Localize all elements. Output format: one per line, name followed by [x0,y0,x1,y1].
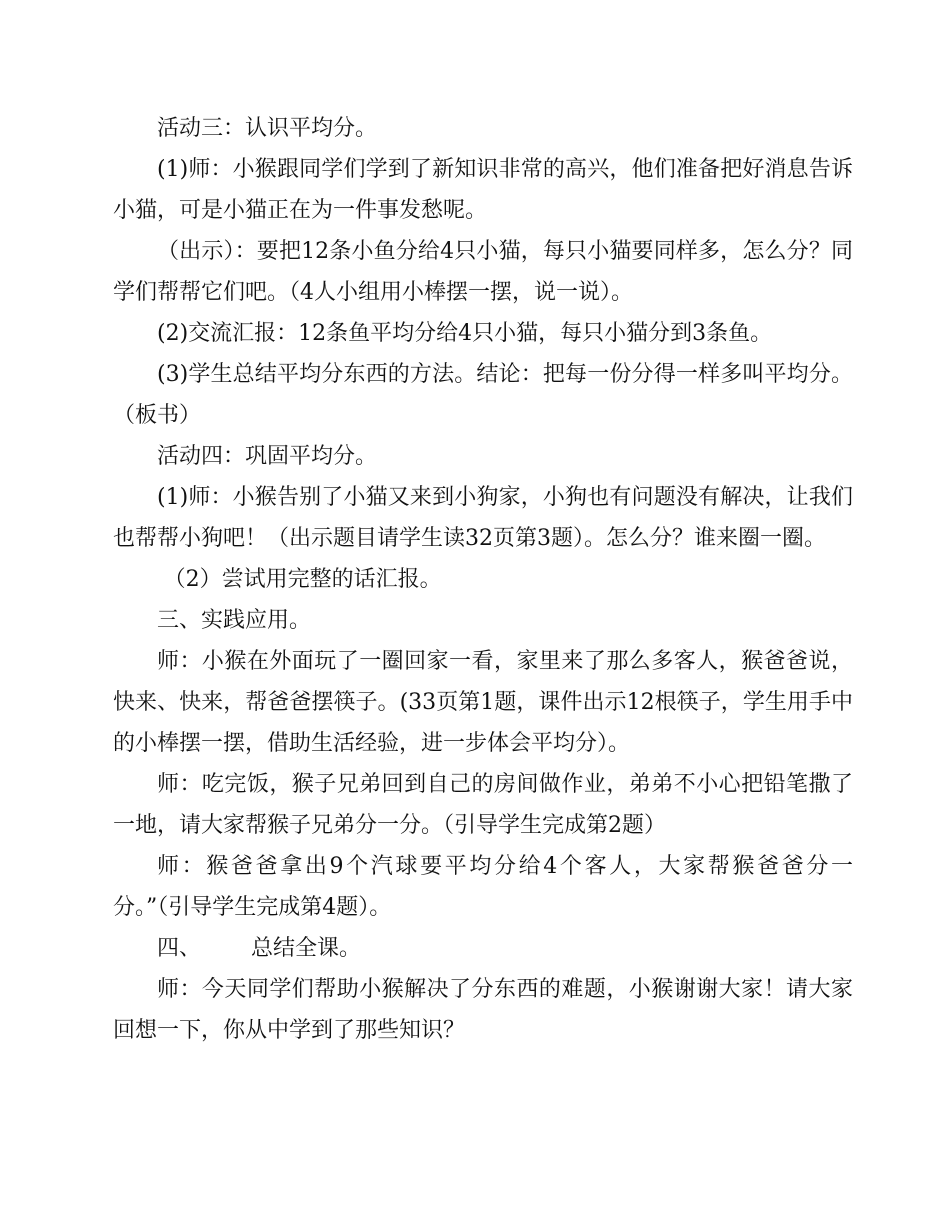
activity-four-heading: 活动四：巩固平均分。 [157,444,378,469]
section-four-title: 总结全课。 [251,936,362,961]
paragraph-chopsticks: 师：小猴在外面玩了一圈回家一看，家里来了那么多客人，猴爸爸说，快来、快来，帮爸爸摆筷子。(33页第1题，课件出示12根筷子，学生用手中的小棒摆一摆，借助生活经验，进一步体会平均分）。 [113,649,853,756]
lesson-plan-text [113,108,853,1051]
paragraph-teacher-intro: (1)师：小猴跟同学们学到了新知识非常的高兴，他们准备把好消息告诉小猫，可是小猫正在为一件事发愁呢。 [113,157,853,223]
section-four-heading [113,928,853,969]
section-three-heading: 三、实践应用。 [157,608,312,633]
section-four-number: 四、 [157,936,202,961]
paragraph-show-problem: （出示）：要把12条小鱼分给4只小猫，每只小猫要同样多，怎么分？同学们帮帮它们吧。（4人小组用小棒摆一摆，说一说）。 [113,239,853,305]
paragraph-pencils: 师：吃完饭，猴子兄弟回到自己的房间做作业，弟弟不小心把铅笔撒了一地，请大家帮猴子兄弟分一分。（引导学生完成第2题） [113,772,853,838]
paragraph-conclusion: (3)学生总结平均分东西的方法。结论：把每一份分得一样多叫平均分。（板书） [113,362,853,428]
paragraph-summary: 师：今天同学们帮助小猴解决了分东西的难题，小猴谢谢大家！请大家回想一下，你从中学到了那些知识？ [113,977,853,1043]
activity-three-heading: 活动三：认识平均分。 [157,116,378,141]
paragraph-try-report: （2）尝试用完整的话汇报。 [163,567,442,592]
paragraph-puppy-problem: (1)师：小猴告别了小猫又来到小狗家，小狗也有问题没有解决，让我们也帮帮小狗吧！（出示题目请学生读32页第3题）。怎么分？谁来圈一圈。 [113,485,853,551]
paragraph-balloons: 师：猴爸爸拿出9个汽球要平均分给4个客人，大家帮猴爸爸分一分。”（引导学生完成第4题）。 [113,854,853,920]
paragraph-report: (2)交流汇报：12条鱼平均分给4只小猫，每只小猫分到3条鱼。 [157,321,773,346]
